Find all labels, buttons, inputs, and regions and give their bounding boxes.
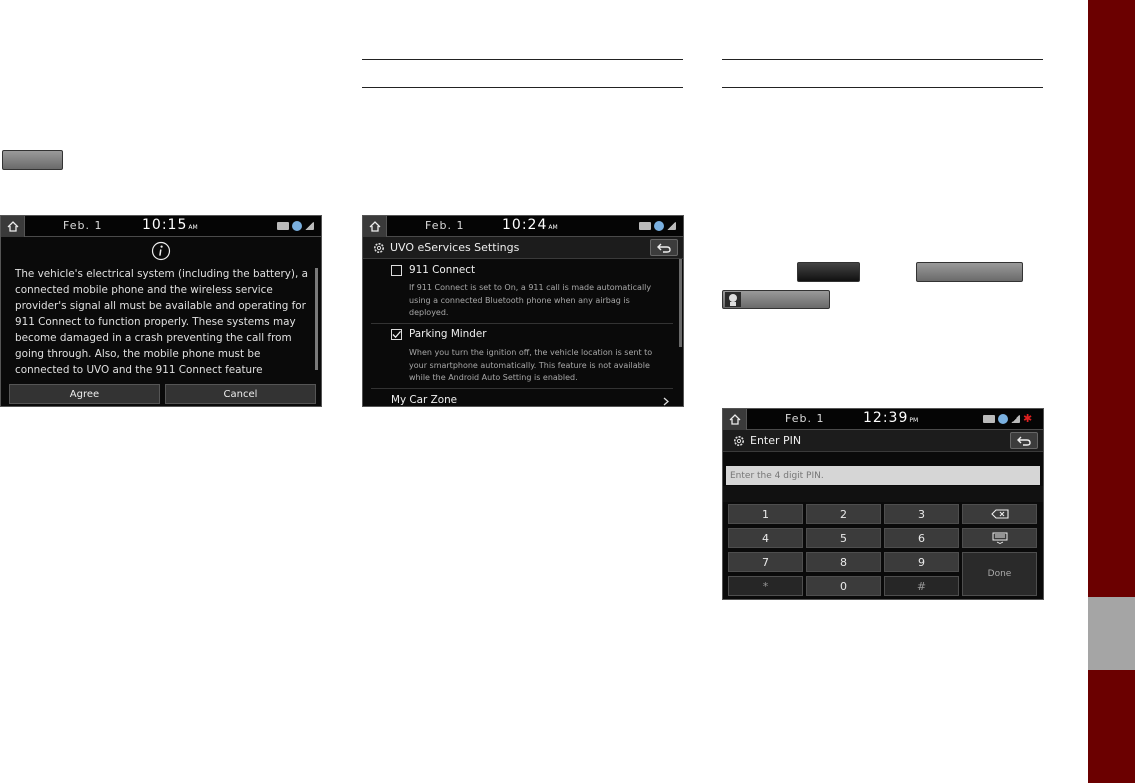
key-4[interactable]: 4 <box>728 528 803 548</box>
status-date: Feb. 1 <box>785 412 825 425</box>
back-button[interactable] <box>650 239 678 256</box>
signal-icon <box>305 222 314 230</box>
key-9[interactable]: 9 <box>884 552 959 572</box>
backspace-key[interactable] <box>962 504 1037 524</box>
voice-recognition-button-graphic <box>722 290 830 309</box>
hide-keyboard-key[interactable] <box>962 528 1037 548</box>
checkbox-911-connect[interactable] <box>391 265 402 276</box>
bluetooth-icon <box>292 221 302 231</box>
status-bar <box>723 409 1043 430</box>
key-3[interactable]: 3 <box>884 504 959 524</box>
option-description-parking-minder: When you turn the ignition off, the vehicle location is sent to your smartphone automatically. This feature is not available while the Android Auto Setting is enabled. <box>409 348 653 382</box>
info-icon <box>151 241 171 261</box>
inline-button-graphic-dark <box>797 262 860 282</box>
key-5[interactable]: 5 <box>806 528 881 548</box>
status-icons <box>983 414 1032 424</box>
option-title-parking-minder: Parking Minder <box>409 328 487 340</box>
option-title-911-connect: 911 Connect <box>409 264 476 276</box>
done-key[interactable]: Done <box>962 552 1037 596</box>
status-time: 10:24AM <box>502 217 558 233</box>
keyboard-hide-icon <box>992 532 1008 544</box>
heading-rule-top-right <box>722 59 1043 60</box>
divider <box>371 323 673 324</box>
alert-star-icon: ✱ <box>1023 412 1033 425</box>
signal-icon <box>1011 415 1020 423</box>
checkbox-parking-minder[interactable] <box>391 329 402 340</box>
screen-title: UVO eServices Settings <box>390 241 520 254</box>
status-date: Feb. 1 <box>425 219 465 232</box>
chapter-edge-tab-current <box>1088 597 1135 670</box>
scrollbar[interactable] <box>679 259 682 347</box>
voice-recognition-icon <box>724 291 742 308</box>
screen-title: Enter PIN <box>750 434 802 447</box>
home-button[interactable] <box>1 216 25 237</box>
title-bar <box>363 237 683 259</box>
pin-input-field[interactable]: Enter the 4 digit PIN. <box>726 466 1040 485</box>
back-button[interactable] <box>1010 432 1038 449</box>
bluetooth-icon <box>998 414 1008 424</box>
home-button[interactable] <box>363 216 387 237</box>
status-date: Feb. 1 <box>63 219 103 232</box>
key-6[interactable]: 6 <box>884 528 959 548</box>
chapter-edge-tab <box>1088 0 1135 597</box>
checkmark-icon <box>392 330 401 339</box>
home-button[interactable] <box>723 409 747 430</box>
key-7[interactable]: 7 <box>728 552 803 572</box>
back-arrow-icon <box>1017 436 1031 446</box>
scrollbar[interactable] <box>315 268 318 370</box>
heading-rule-top-middle <box>362 59 683 60</box>
popup-message: The vehicle's electrical system (including the battery), a connected mobile phone and the wireless service provider's signal all must be available and operating for 911 Connect to function properly. These systems may become damaged in a crash preventing the call from going through. Also, the mobile phone must be connected to UVO and the 911 Connect feature <box>15 268 308 376</box>
battery-icon <box>983 415 995 423</box>
gear-icon <box>373 242 385 254</box>
inline-button-graphic-wide <box>916 262 1023 282</box>
screen-uvo-eservices-settings <box>362 215 684 407</box>
gear-icon <box>733 435 745 447</box>
option-description-911-connect: If 911 Connect is set to On, a 911 call is made automatically using a connected Bluetooth phone when any airbag is deployed. <box>409 283 652 317</box>
key-star[interactable]: * <box>728 576 803 596</box>
heading-rule-bottom-right <box>722 87 1043 88</box>
status-bar <box>363 216 683 237</box>
status-time: 10:15AM <box>142 217 198 233</box>
cancel-button[interactable]: Cancel <box>165 384 316 404</box>
menu-item-label: My Car Zone <box>391 394 458 406</box>
battery-icon <box>639 222 651 230</box>
home-icon <box>729 414 741 425</box>
chapter-edge-tab-lower <box>1088 670 1135 783</box>
heading-rule-bottom-middle <box>362 87 683 88</box>
home-icon <box>7 221 19 232</box>
agree-button[interactable]: Agree <box>9 384 160 404</box>
status-icons <box>277 221 314 231</box>
inline-button-graphic <box>2 150 63 170</box>
signal-icon <box>667 222 676 230</box>
screen-911-connect-popup <box>0 215 322 407</box>
status-bar <box>1 216 321 237</box>
home-icon <box>369 221 381 232</box>
back-arrow-icon <box>657 243 671 253</box>
input-area <box>723 486 1043 502</box>
key-1[interactable]: 1 <box>728 504 803 524</box>
menu-item-my-car-zone[interactable] <box>363 389 683 407</box>
key-8[interactable]: 8 <box>806 552 881 572</box>
screen-enter-pin <box>722 408 1044 600</box>
bluetooth-icon <box>654 221 664 231</box>
backspace-icon <box>991 509 1009 519</box>
battery-icon <box>277 222 289 230</box>
key-0[interactable]: 0 <box>806 576 881 596</box>
status-icons <box>639 221 676 231</box>
chevron-right-icon <box>663 397 669 406</box>
key-2[interactable]: 2 <box>806 504 881 524</box>
key-hash[interactable]: # <box>884 576 959 596</box>
title-bar <box>723 430 1043 452</box>
status-time: 12:39PM <box>863 410 919 426</box>
